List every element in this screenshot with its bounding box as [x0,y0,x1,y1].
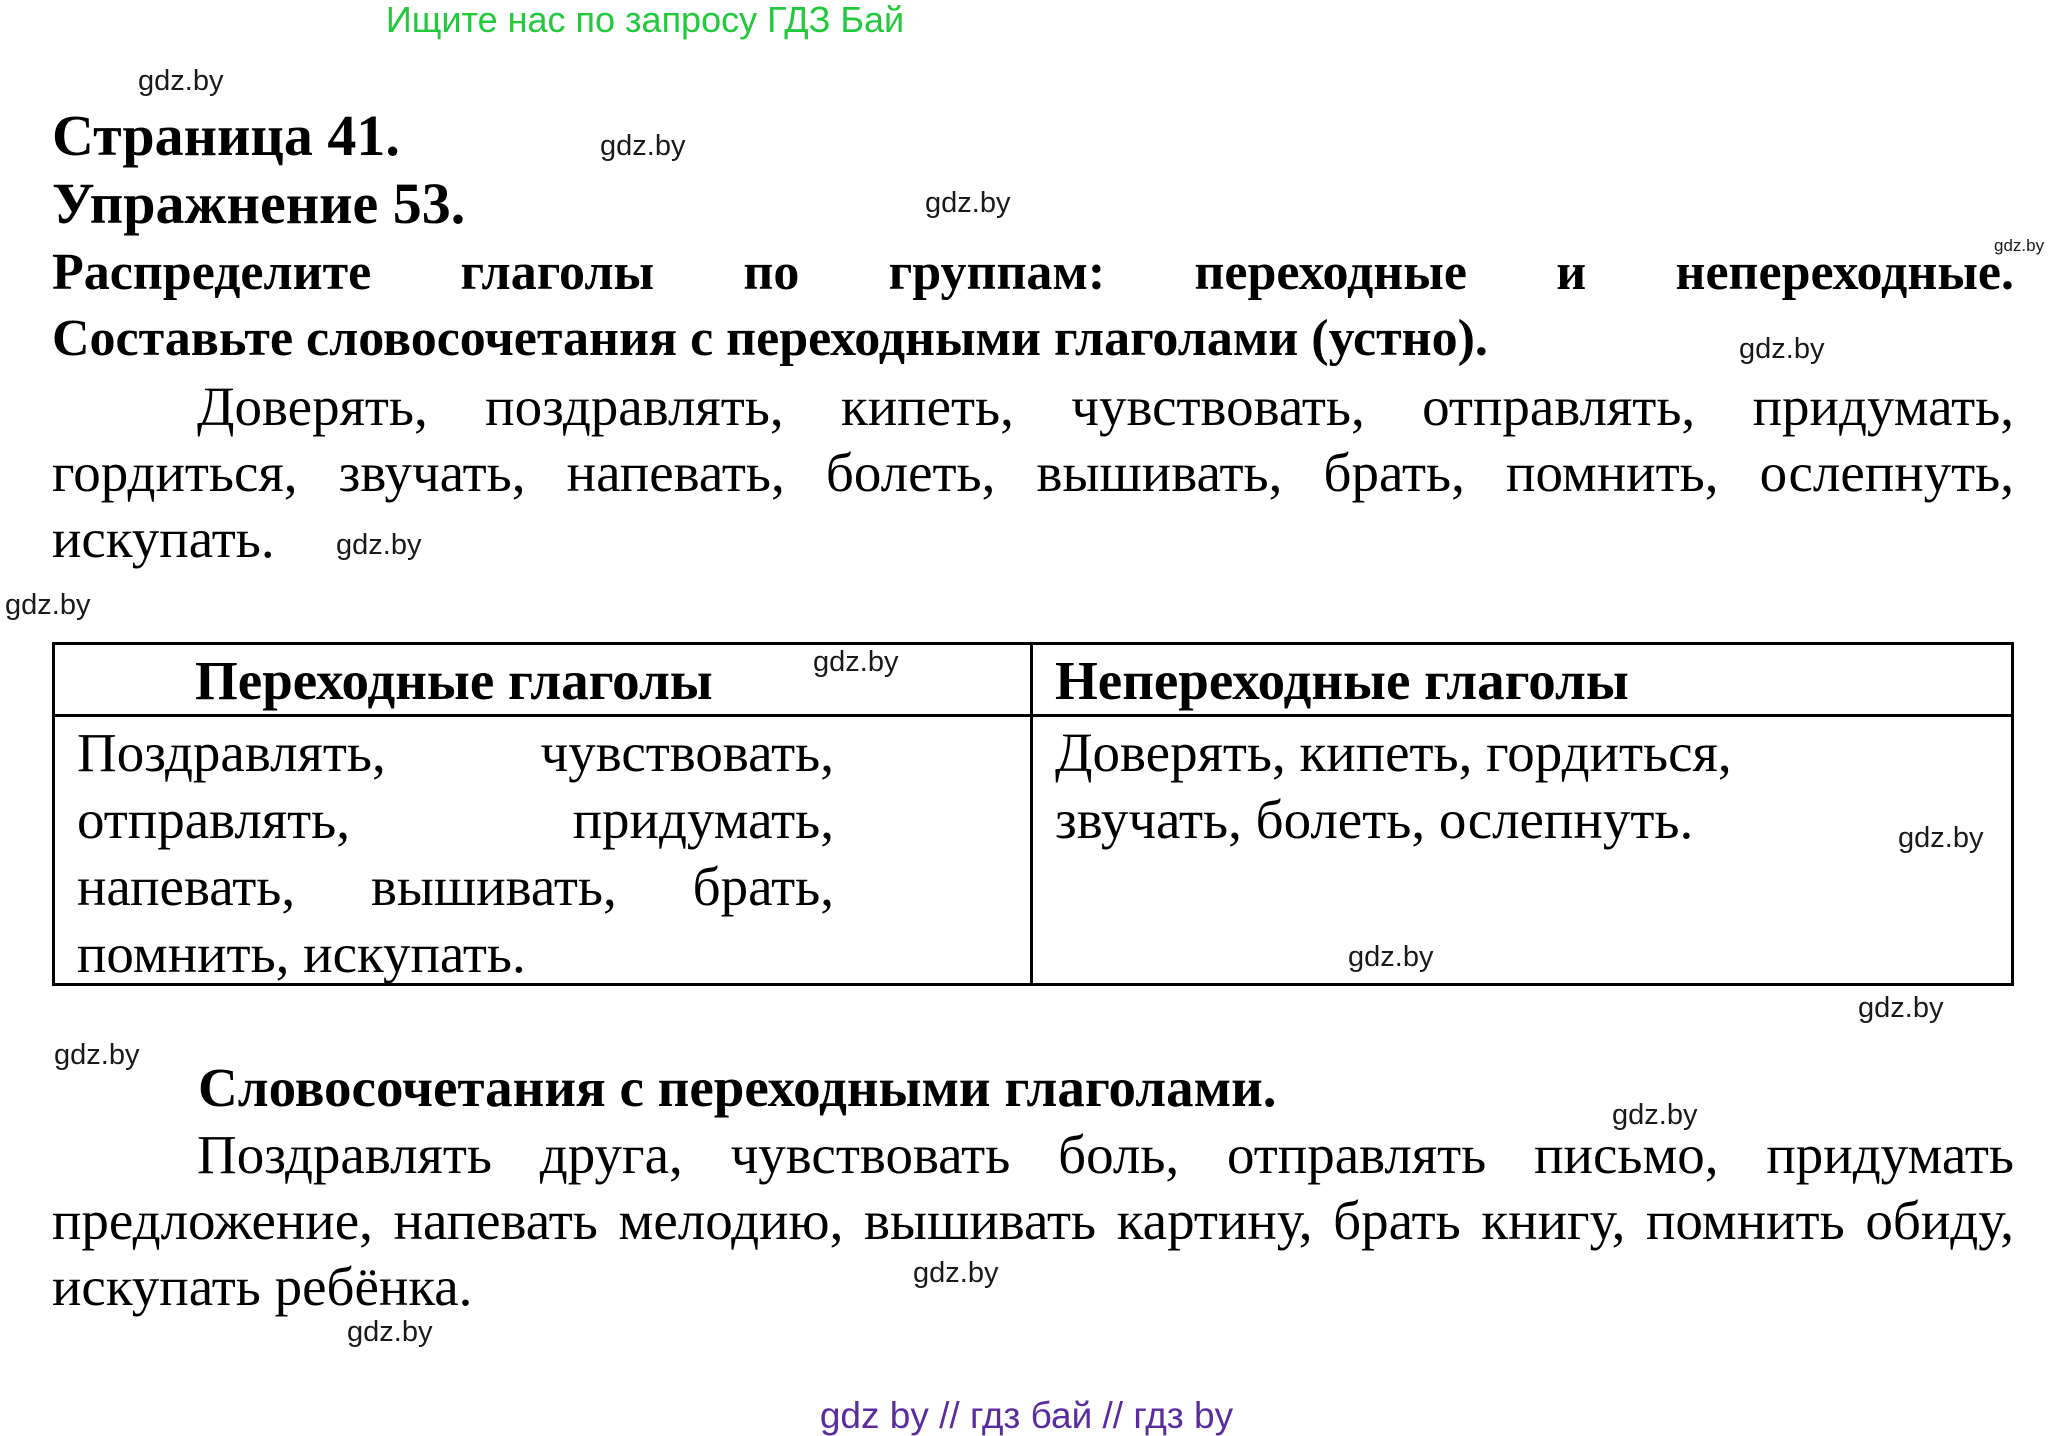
task-instructions [52,240,2014,372]
phrases-paragraph: Поздравлять друга, чувствовать боль, отправлять письмо, придумать предложение, напевать мелодию, вышивать картину, брать книгу, помнить обиду, искупать ребёнка. [52,1124,2014,1317]
table-header-intransitive: Непереходные глаголы [1055,650,1629,711]
verbs-table [52,642,2014,986]
watermark: gdz.by [1858,992,1944,1024]
watermark: gdz.by [5,589,91,621]
task-line-2: Составьте словосочетания с переходными глаголами (устно). [52,310,1488,367]
verbs-paragraph: Доверять, поздравлять, кипеть, чувствовать, отправлять, придумать, гордиться, звучать, напевать, болеть, вышивать, брать, помнить, ослепнуть, искупать. [52,376,2014,569]
table-column-divider [1030,645,1033,983]
table-cell-line: отправлять, придумать, [77,789,834,850]
watermark: gdz.by [1898,822,1984,854]
watermark: gdz.by [138,65,224,97]
transitive-verbs-cell [77,719,834,987]
phrases-heading: Словосочетания с переходными глаголами. [198,1057,1277,1118]
table-cell-line: помнить, искупать. [77,923,526,984]
task-line-1: Распределите глаголы по группам: переходные и непереходные. [52,244,2014,301]
table-cell-line: напевать, вышивать, брать, [77,856,834,917]
exercise-title: Упражнение 53. [52,171,466,236]
watermark: gdz.by [1994,236,2045,255]
watermark: gdz.by [347,1316,433,1348]
watermark: gdz.by [336,529,422,561]
footer-links: gdz by // гдз бай // гдз by [819,1395,1234,1436]
watermark: gdz.by [925,187,1011,219]
promo-banner: Ищите нас по запросу ГДЗ Бай [385,0,905,40]
watermark: gdz.by [913,1257,999,1289]
watermark: gdz.by [813,646,899,678]
table-header-transitive: Переходные глаголы [195,650,713,711]
watermark: gdz.by [1739,333,1825,365]
watermark: gdz.by [1612,1099,1698,1131]
watermark: gdz.by [54,1039,140,1071]
watermark: gdz.by [600,130,686,162]
page-title: Страница 41. [52,103,400,168]
table-cell-line: Поздравлять, чувствовать, [77,722,834,783]
intransitive-verbs-cell: Доверять, кипеть, гордиться, звучать, болеть, ослепнуть. [1055,722,1732,850]
watermark: gdz.by [1348,941,1434,973]
